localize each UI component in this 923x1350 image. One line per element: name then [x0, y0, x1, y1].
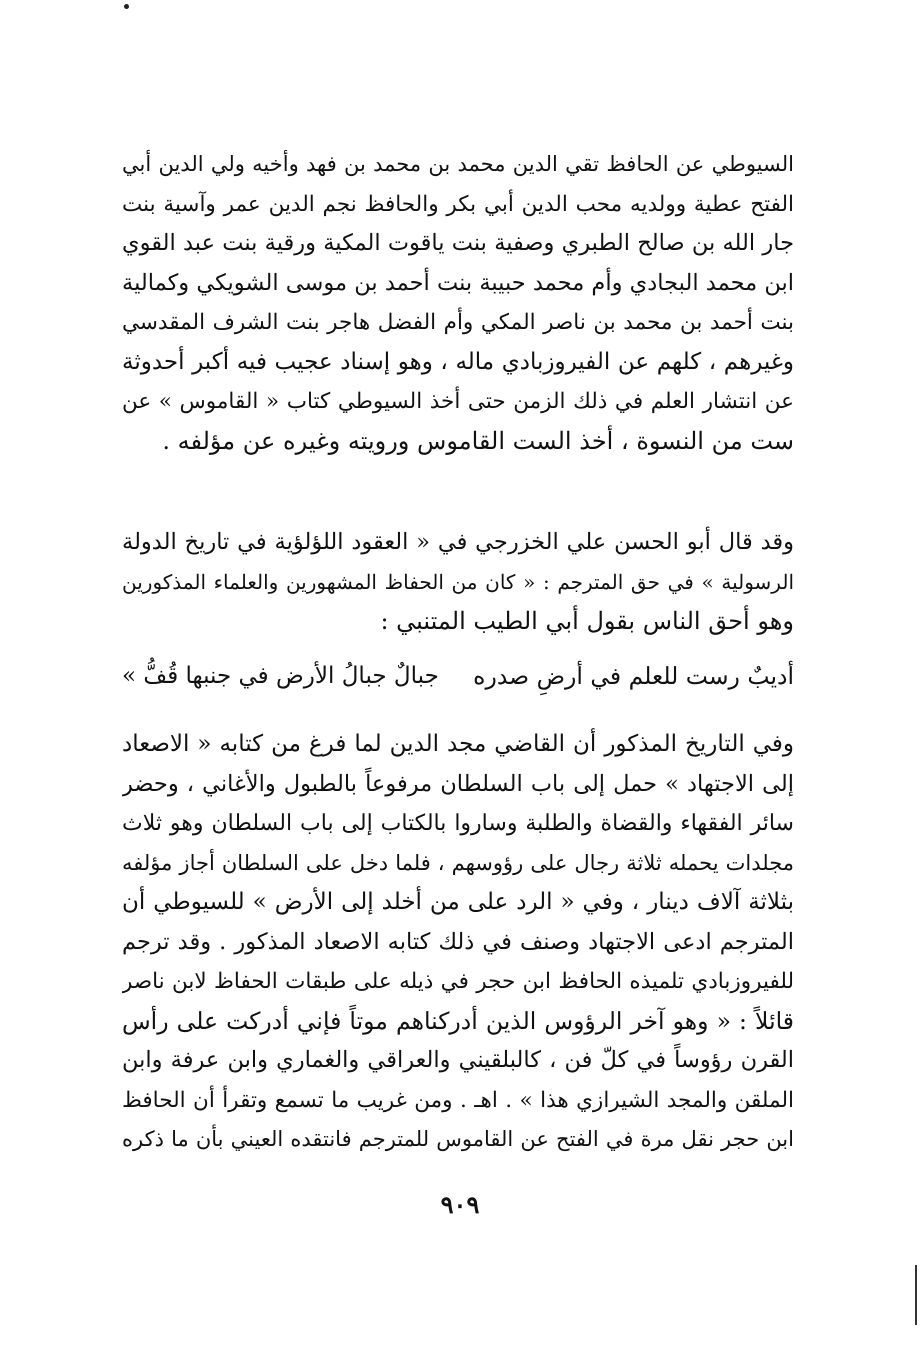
scan-speck-mark	[124, 4, 129, 9]
text-line: قائلاً : « وهو آخر الرؤوس الذين أدركناهم موتاً فإني أدركت على رأس	[122, 1006, 794, 1035]
text-line: ابن حجر نقل مرة في الفتح عن القاموس للمترجم فانتقده العيني بأن ما ذكره	[122, 1127, 794, 1151]
text-line: جار الله بن صالح الطبري وصفية بنت ياقوت المكية ورقية بنت عبد القوي	[122, 230, 794, 256]
text-line: السيوطي عن الحافظ تقي الدين محمد بن محمد بن فهد وأخيه ولي الدين أبي	[122, 152, 794, 176]
paragraph-2	[122, 523, 794, 642]
text-line: المترجم ادعى الاجتهاد وصنف في ذلك كتابه الاصعاد المذكور . وقد ترجم	[122, 928, 794, 955]
text-line: مجلدات يحمله ثلاثة رجال على رؤوسهم ، فلما دخل على السلطان أجاز مؤلفه	[122, 850, 794, 875]
text-line: ست من النسوة ، أخذ الست القاموس ورويته وغيره عن مؤلفه .	[162, 426, 794, 455]
text-line: الرسولية » في حق المترجم : « كان من الحفاظ المشهورين والعلماء المذكورين	[122, 569, 794, 594]
text-line: الفتح عطية وولديه محب الدين أبي بكر والحافظ نجم الدين عمر وآسية بنت	[122, 191, 794, 217]
text-line: للفيروزبادي تلميذه الحافظ ابن حجر في ذيله على طبقات الحفاظ لابن ناصر	[122, 969, 794, 994]
text-line: ابن محمد البجادي وأم محمد حبيبة بنت أحمد بن موسى الشويكي وكمالية	[122, 269, 794, 296]
text-line: عن انتشار العلم في ذلك الزمن حتى أخذ السيوطي كتاب « القاموس » عن	[122, 389, 794, 414]
text-line: بنت أحمد بن محمد بن ناصر المكي وأم الفضل هاجر بنت الشرف المقدسي	[122, 310, 794, 335]
text-line: القرن رؤوساً في كلّ فن ، كالبلقيني والعراقي والغماري وابن عرفة وابن	[122, 1047, 794, 1073]
text-line: وغيرهم ، كلهم عن الفيروزبادي ماله ، وهو إسناد عجيب فيه أكبر أحدوثة	[122, 348, 794, 375]
text-line: سائر الفقهاء والقضاة والطلبة وساروا بالكتاب إلى باب السلطان وهو ثلاث	[122, 811, 794, 836]
text-line: بثلاثة آلاف دينار ، وفي « الرد على من أخلد إلى الأرض » للسيوطي أن	[122, 889, 794, 915]
page-number: ٩٠٩	[440, 1190, 480, 1219]
scan-edge-mark	[915, 1265, 917, 1325]
verse-first-hemistich: أديبٌ رست للعلم في أرضِ صدره	[473, 662, 794, 690]
paragraph-1	[122, 145, 794, 461]
text-line: وقد قال أبو الحسن علي الخزرجي في « العقود اللؤلؤية في تاريخ الدولة	[122, 529, 794, 555]
paragraph-3	[122, 725, 794, 1160]
text-line: الملقن والمجد الشيرازي هذا » . اهـ . ومن غريب ما تسمع وتقرأ أن الحافظ	[122, 1087, 794, 1113]
text-line: وهو أحق الناس بقول أبي الطيب المتنبي :	[380, 607, 794, 635]
poetry-verse	[122, 656, 794, 696]
verse-second-hemistich: جبالٌ جبالُ الأرض في جنبها قُفُّ »	[122, 663, 439, 689]
text-line: إلى الاجتهاد » حمل إلى باب السلطان مرفوعاً بالطبول والأغاني ، وحضر	[122, 770, 794, 797]
text-line: وفي التاريخ المذكور أن القاضي مجد الدين لما فرغ من كتابه « الاصعاد	[122, 731, 794, 757]
